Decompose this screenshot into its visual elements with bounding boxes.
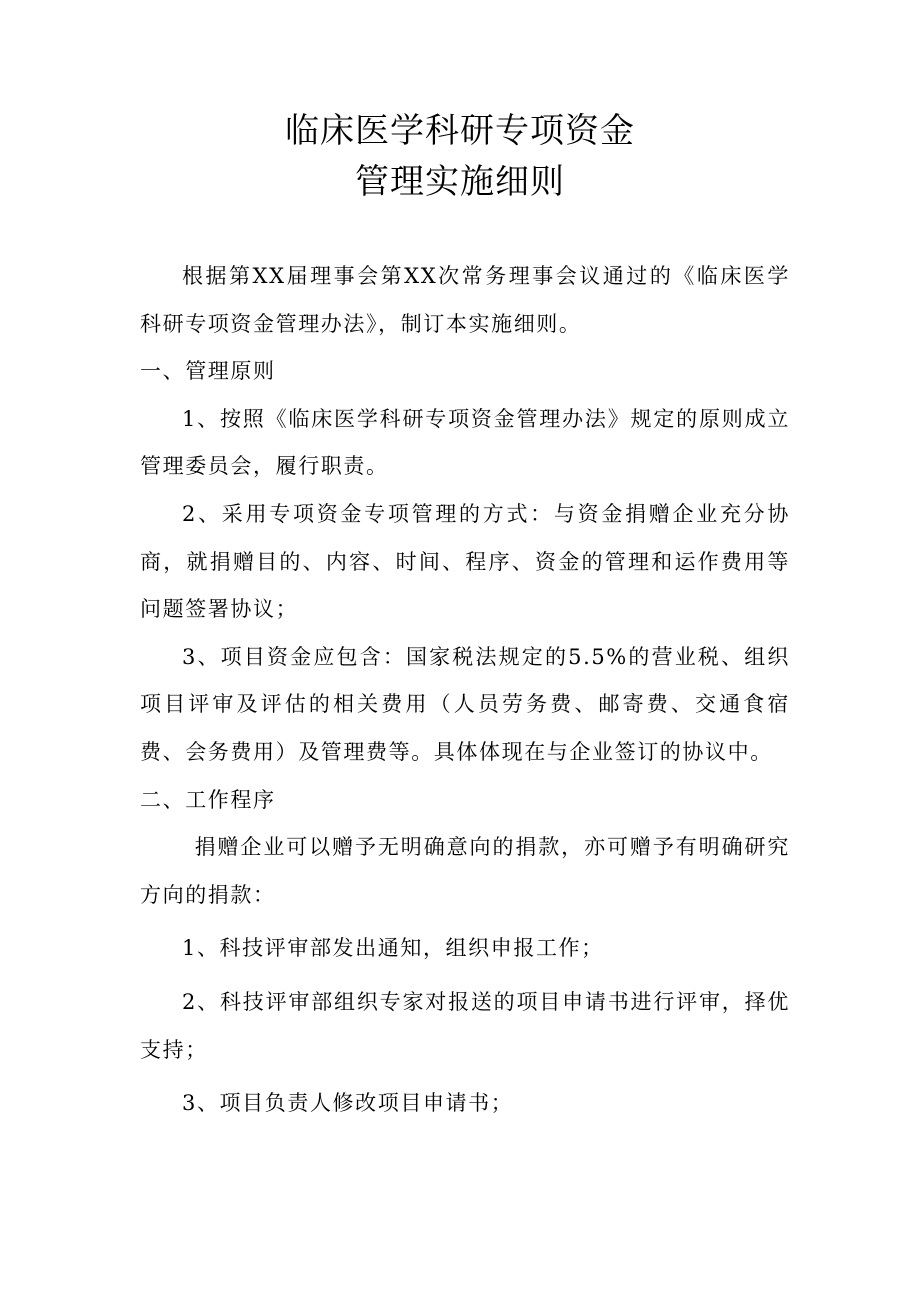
section-1-item-2: 2、采用专项资金专项管理的方式：与资金捐赠企业充分协商，就捐赠目的、内容、时间、程序、资金的管理和运作费用等问题签署协议；: [140, 501, 790, 622]
intro-paragraph: 根据第XX届理事会第XX次常务理事会议通过的《临床医学科研专项资金管理办法》，制订本实施细则。: [140, 264, 790, 336]
document-body: [140, 253, 790, 1128]
document-title-line-2: 管理实施细则: [355, 162, 565, 202]
section-2-item-1: 1、科技评审部发出通知，组织申报工作；: [182, 936, 604, 961]
section-1-heading: 一、管理原则: [140, 359, 276, 384]
document-title-line-1: 临床医学科研专项资金: [285, 111, 635, 151]
section-2-heading: 二、工作程序: [140, 787, 276, 812]
section-2-item-3: 3、项目负责人修改项目申请书；: [182, 1091, 514, 1116]
section-1-item-1: 1、按照《临床医学科研专项资金管理办法》规定的原则成立管理委员会，履行职责。: [140, 406, 790, 479]
section-2-intro: 捐赠企业可以赠予无明确意向的捐款，亦可赠予有明确研究方向的捐款：: [140, 835, 790, 907]
section-2-item-2: 2、科技评审部组织专家对报送的项目申请书进行评审，择优支持；: [140, 989, 790, 1062]
section-1-item-3: 3、项目资金应包含：国家税法规定的5.5%的营业税、组织项目评审及评估的相关费用（人员劳务费、邮寄费、交通食宿费、会务费用）及管理费等。具体体现在与企业签订的协议中。: [140, 644, 790, 764]
